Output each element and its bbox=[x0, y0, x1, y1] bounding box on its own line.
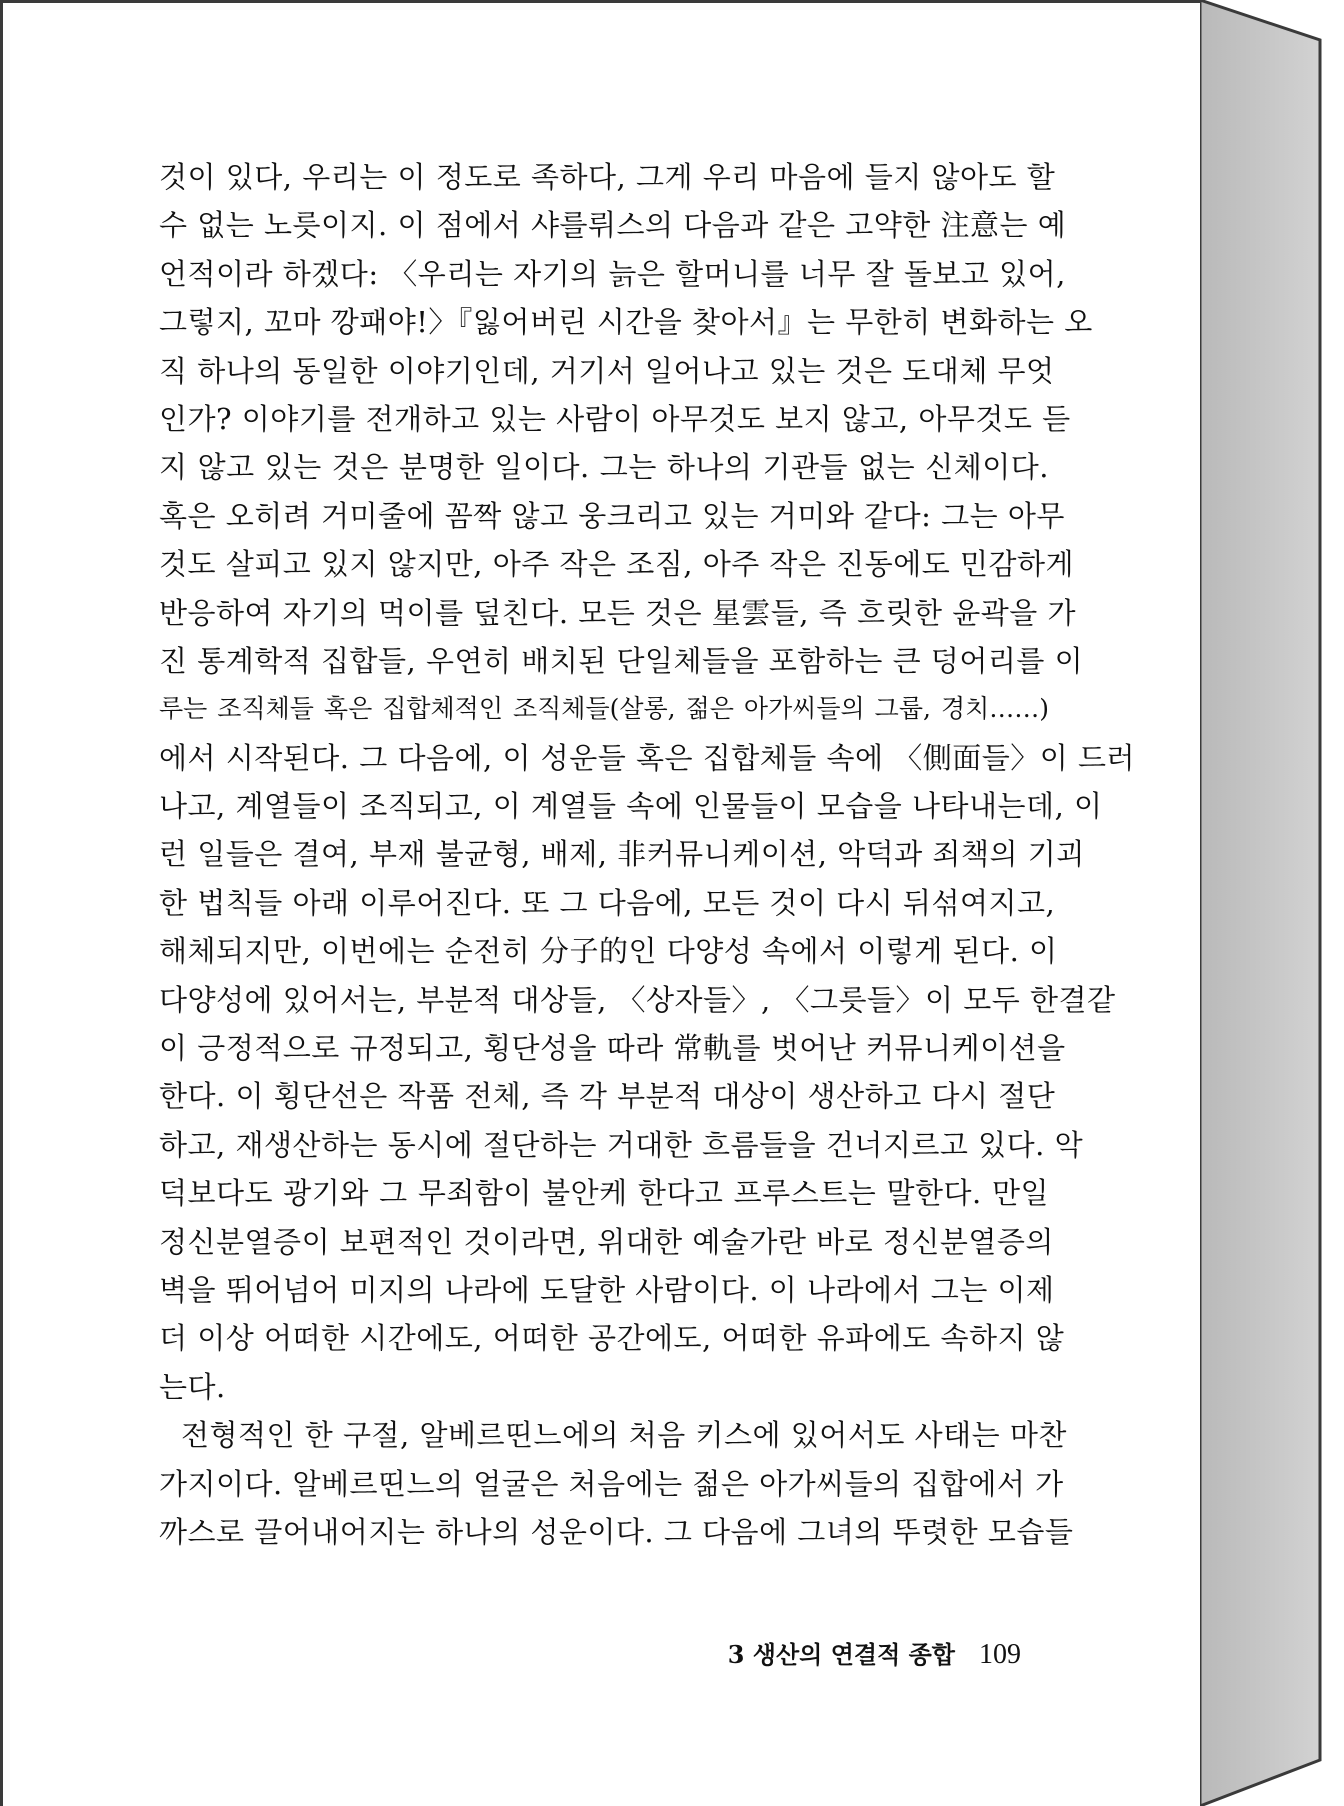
text-line: 것도 살피고 있지 않지만, 아주 작은 조짐, 아주 작은 진동에도 민감하게 bbox=[159, 547, 1075, 582]
body-text bbox=[159, 153, 1135, 1556]
paragraph-2 bbox=[159, 1411, 1074, 1556]
paragraph-1 bbox=[159, 153, 1135, 1411]
text-line: 나고, 계열들이 조직되고, 이 계열들 속에 인물들이 모습을 나타내는데, 이 bbox=[159, 789, 1103, 824]
text-line: 더 이상 어떠한 시간에도, 어떠한 공간에도, 어떠한 유파에도 속하지 않 bbox=[159, 1321, 1065, 1356]
text-line: 하고, 재생산하는 동시에 절단하는 거대한 흐름들을 건너지르고 있다. 악 bbox=[159, 1127, 1084, 1162]
text-line: 에서 시작된다. 그 다음에, 이 성운들 혹은 집합체들 속에 〈側面들〉이 드러 bbox=[159, 740, 1135, 775]
text-line: 루는 조직체들 혹은 집합체적인 조직체들(살롱, 젊은 아가씨들의 그룹, 경치……) bbox=[159, 694, 1049, 724]
text-line: 는다. bbox=[159, 1369, 226, 1404]
text-line: 혹은 오히려 거미줄에 꼼짝 않고 웅크리고 있는 거미와 같다: 그는 아무 bbox=[159, 498, 1065, 533]
text-line: 런 일들은 결여, 부재 불균형, 배제, 非커뮤니케이션, 악덕과 죄책의 기괴 bbox=[159, 837, 1085, 872]
text-line: 까스로 끌어내어지는 하나의 성운이다. 그 다음에 그녀의 뚜렷한 모습들 bbox=[159, 1514, 1074, 1549]
text-line: 그렇지, 꼬마 깡패야!〉『잃어버린 시간을 찾아서』는 무한히 변화하는 오 bbox=[159, 305, 1093, 340]
text-line: 직 하나의 동일한 이야기인데, 거기서 일어나고 있는 것은 도대체 무엇 bbox=[159, 353, 1055, 388]
text-line: 수 없는 노릇이지. 이 점에서 샤를뤼스의 다음과 같은 고약한 注意는 예 bbox=[159, 208, 1067, 243]
text-line: 지 않고 있는 것은 분명한 일이다. 그는 하나의 기관들 없는 신체이다. bbox=[159, 450, 1049, 485]
text-line: 반응하여 자기의 먹이를 덮친다. 모든 것은 星雲들, 즉 흐릿한 윤곽을 가 bbox=[159, 595, 1076, 630]
text-line: 것이 있다, 우리는 이 정도로 족하다, 그게 우리 마음에 들지 않아도 할 bbox=[159, 160, 1056, 194]
text-line: 전형적인 한 구절, 알베르띤느에의 처음 키스에 있어서도 사태는 마찬 bbox=[181, 1418, 1067, 1453]
text-line: 벽을 뛰어넘어 미지의 나라에 도달한 사람이다. 이 나라에서 그는 이제 bbox=[159, 1272, 1055, 1307]
text-line: 가지이다. 알베르띤느의 얼굴은 처음에는 젊은 아가씨들의 집합에서 가 bbox=[159, 1466, 1064, 1501]
running-footer bbox=[3, 1635, 1021, 1671]
text-line: 해체되지만, 이번에는 순전히 分子的인 다양성 속에서 이렇게 된다. 이 bbox=[159, 934, 1058, 969]
chapter-title: 3 생산의 연결적 종합 bbox=[727, 1640, 955, 1669]
text-line: 한 법칙들 아래 이루어진다. 또 그 다음에, 모든 것이 다시 뒤섞여지고, bbox=[159, 885, 1056, 920]
text-line: 언적이라 하겠다: 〈우리는 자기의 늙은 할머니를 너무 잘 돌보고 있어, bbox=[159, 256, 1066, 291]
book-side-face bbox=[1200, 0, 1320, 1806]
text-line: 덕보다도 광기와 그 무죄함이 불안케 한다고 프루스트는 말한다. 만일 bbox=[159, 1176, 1049, 1211]
text-line: 진 통계학적 집합들, 우연히 배치된 단일체들을 포함하는 큰 덩어리를 이 bbox=[159, 643, 1084, 678]
text-line: 인가? 이야기를 전개하고 있는 사람이 아무것도 보지 않고, 아무것도 듣 bbox=[159, 401, 1071, 436]
text-line: 다양성에 있어서는, 부분적 대상들, 〈상자들〉, 〈그릇들〉이 모두 한결같 bbox=[159, 982, 1116, 1017]
text-line: 이 긍정적으로 규정되고, 횡단성을 따라 常軌를 벗어난 커뮤니케이션을 bbox=[159, 1031, 1066, 1066]
text-line: 정신분열증이 보편적인 것이라면, 위대한 예술가란 바로 정신분열증의 bbox=[159, 1224, 1054, 1259]
page-number: 109 bbox=[979, 1639, 1021, 1670]
text-line: 한다. 이 횡단선은 작품 전체, 즉 각 부분적 대상이 생산하고 다시 절단 bbox=[159, 1079, 1056, 1114]
